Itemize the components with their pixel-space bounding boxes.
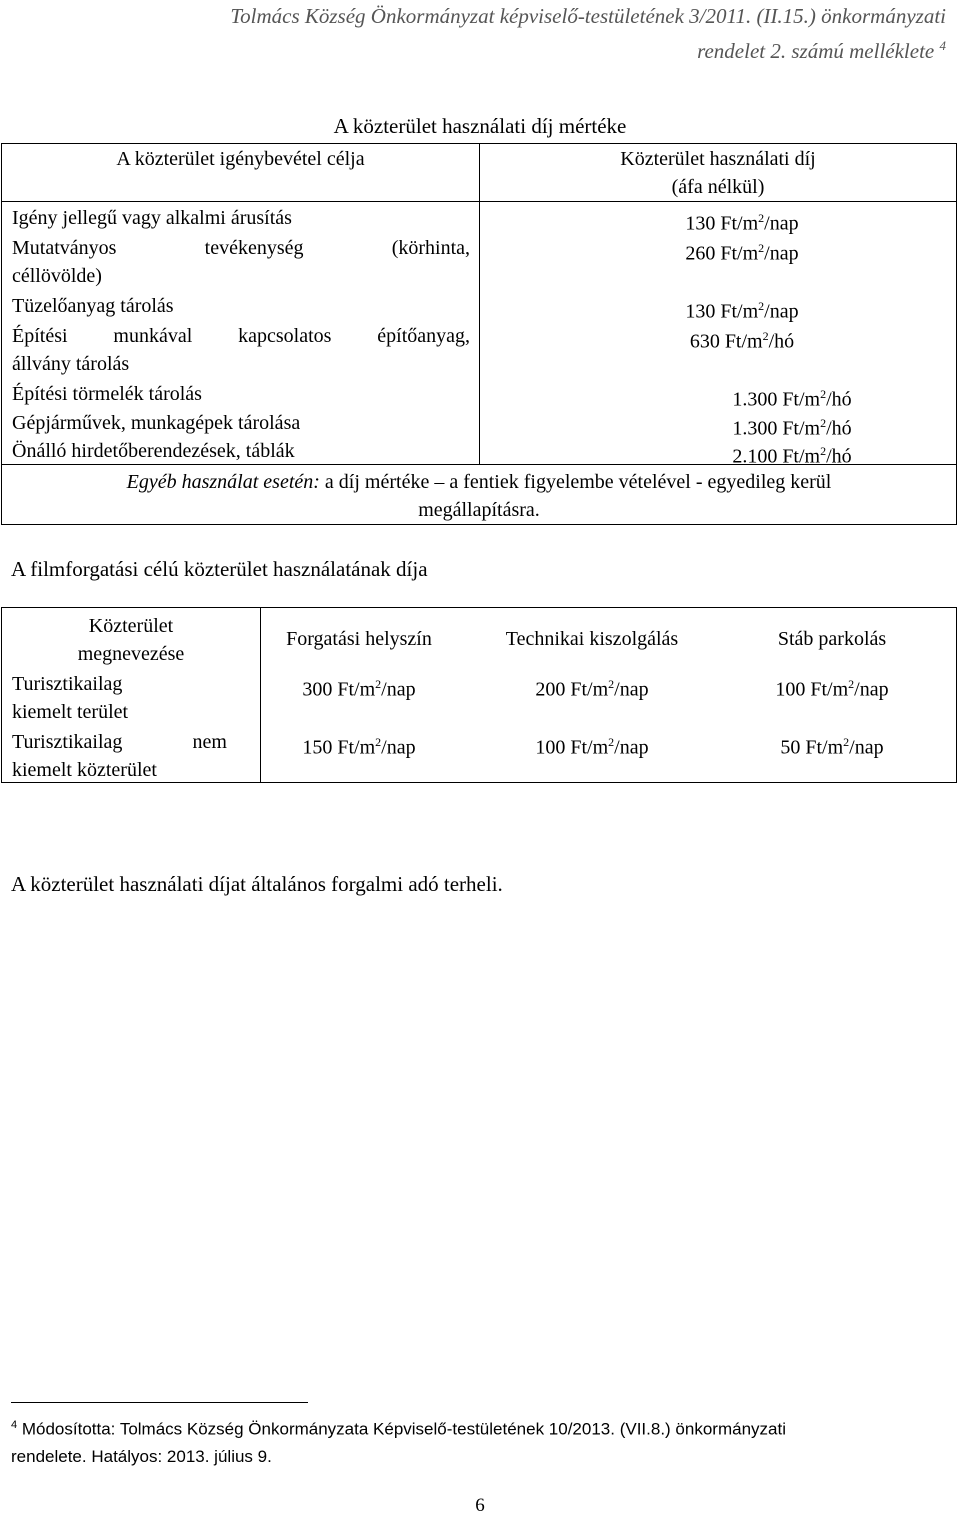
- footnote-separator: [11, 1402, 308, 1403]
- fee-cell: [480, 204, 956, 238]
- fee-value: 260 Ft/m: [685, 242, 759, 265]
- purpose-cell: Igény jellegű vagy alkalmi árusítás: [12, 207, 292, 229]
- purpose-cell: Önálló hirdetőberendezések, táblák: [12, 440, 295, 462]
- fee-exponent: 2: [820, 387, 827, 401]
- location-header: Forgatási helyszín: [286, 628, 432, 650]
- fee-exponent: 2: [848, 677, 855, 691]
- fee-value: 130 Ft/m: [685, 300, 759, 323]
- fee-value: 150 Ft/m: [302, 736, 376, 759]
- purpose-cell: Gépjárművek, munkagépek tárolása: [12, 412, 301, 434]
- parking-fee-cell: [712, 670, 952, 704]
- area-cell-cont: kiemelt terület: [12, 701, 129, 723]
- fee-column-header-line1: Közterület használati díj: [620, 148, 816, 170]
- fee-value: 130 Ft/m: [685, 212, 759, 235]
- area-cell-cont: kiemelt közterület: [12, 759, 157, 781]
- fee-table: [1, 143, 957, 525]
- fee-cell: [480, 234, 956, 268]
- purpose-cell-cont: céllövölde): [12, 265, 102, 287]
- purpose-cell: Tüzelőanyag tárolás: [12, 295, 174, 317]
- technical-fee-cell: [472, 728, 712, 762]
- fee-unit: /nap: [614, 678, 649, 701]
- fee-cell: [480, 437, 956, 471]
- parking-fee-cell: [712, 728, 952, 762]
- fee-cell: [480, 322, 956, 356]
- fee-exponent: 2: [608, 735, 615, 749]
- fee-exponent: 2: [375, 677, 382, 691]
- area-cell: Turisztikailag nem: [12, 731, 227, 753]
- fee-unit: /hó: [826, 417, 852, 440]
- fee-unit: /nap: [764, 242, 799, 265]
- fee-exponent: 2: [758, 299, 765, 313]
- other-use-note-text: a díj mértéke – a fentiek figyelembe vételével - egyedileg kerül: [319, 471, 832, 493]
- fee-value: 100 Ft/m: [535, 736, 609, 759]
- footnote-number: 4: [11, 1419, 18, 1431]
- fee-unit: /nap: [764, 212, 799, 235]
- footnote-reference: 4: [939, 38, 946, 53]
- header-line-2: [46, 31, 946, 66]
- area-header-cont: megnevezése: [77, 643, 185, 665]
- footnote-text: Módosította: Tolmács Község Önkormányzata Képviselő-testületének 10/2013. (VII.8.) önkormányzati: [17, 1419, 786, 1439]
- technical-fee-cell: [472, 670, 712, 704]
- fee-exponent: 2: [608, 677, 615, 691]
- fee-value: 1.300 Ft/m: [732, 417, 821, 440]
- fee-exponent: 2: [762, 329, 769, 343]
- purpose-cell: Építési munkával kapcsolatos építőanyag,: [12, 325, 470, 347]
- fee-unit: /nap: [614, 736, 649, 759]
- fee-unit: /nap: [764, 300, 799, 323]
- fee-unit: /nap: [381, 678, 416, 701]
- page-number: 6: [475, 1495, 485, 1516]
- fee-exponent: 2: [820, 444, 827, 458]
- area-cell: Turisztikailag: [12, 673, 123, 695]
- purpose-cell: Mutatványos tevékenység (körhinta,: [12, 237, 470, 259]
- other-use-note-cont: megállapításra.: [418, 499, 540, 521]
- header-line-2-text: rendelet 2. számú melléklete: [697, 39, 935, 63]
- fee-value: 630 Ft/m: [689, 330, 763, 353]
- row-divider: [2, 201, 956, 202]
- fee-value: 1.300 Ft/m: [732, 388, 821, 411]
- fee-unit: /nap: [381, 736, 416, 759]
- footnote-line-1: [11, 1412, 911, 1443]
- document-header: [46, 2, 946, 66]
- fee-table-title: A közterület használati díj mértéke: [333, 114, 627, 138]
- other-use-note: [10, 468, 948, 496]
- location-fee-cell: [260, 728, 458, 762]
- fee-exponent: 2: [758, 211, 765, 225]
- film-section-title: A filmforgatási célú közterület használatának díja: [11, 557, 428, 581]
- film-fee-table: [1, 607, 957, 783]
- fee-unit: /hó: [768, 330, 795, 353]
- header-line-1: Tolmács Község Önkormányzat képviselő-testületének 3/2011. (II.15.) önkormányzati: [230, 4, 946, 28]
- purpose-cell-cont: állvány tárolás: [12, 353, 130, 375]
- location-fee-cell: [260, 670, 458, 704]
- fee-exponent: 2: [843, 735, 850, 749]
- fee-column-header-line2: (áfa nélkül): [671, 176, 765, 198]
- fee-cell: [480, 292, 956, 326]
- fee-value: 200 Ft/m: [535, 678, 609, 701]
- vat-note: A közterület használati díjat általános forgalmi adó terheli.: [11, 872, 503, 896]
- footnote-line-2: rendelete. Hatályos: 2013. július 9.: [11, 1446, 272, 1466]
- fee-exponent: 2: [375, 735, 382, 749]
- fee-unit: /nap: [849, 736, 884, 759]
- fee-value: 100 Ft/m: [775, 678, 849, 701]
- purpose-cell: Építési törmelék tárolás: [12, 383, 202, 405]
- parking-header: Stáb parkolás: [777, 628, 887, 650]
- other-use-note-label: Egyéb használat esetén:: [126, 471, 320, 493]
- fee-unit: /nap: [854, 678, 889, 701]
- area-header: Közterület: [88, 615, 174, 637]
- fee-value: 2.100 Ft/m: [732, 445, 821, 468]
- footnote: [11, 1412, 911, 1470]
- fee-value: 300 Ft/m: [302, 678, 376, 701]
- purpose-column-header: A közterület igénybevétel célja: [116, 148, 365, 170]
- fee-unit: /hó: [826, 445, 852, 468]
- fee-value: 50 Ft/m: [780, 736, 844, 759]
- fee-exponent: 2: [758, 241, 765, 255]
- fee-unit: /hó: [826, 388, 852, 411]
- fee-exponent: 2: [820, 416, 827, 430]
- technical-header: Technikai kiszolgálás: [505, 628, 679, 650]
